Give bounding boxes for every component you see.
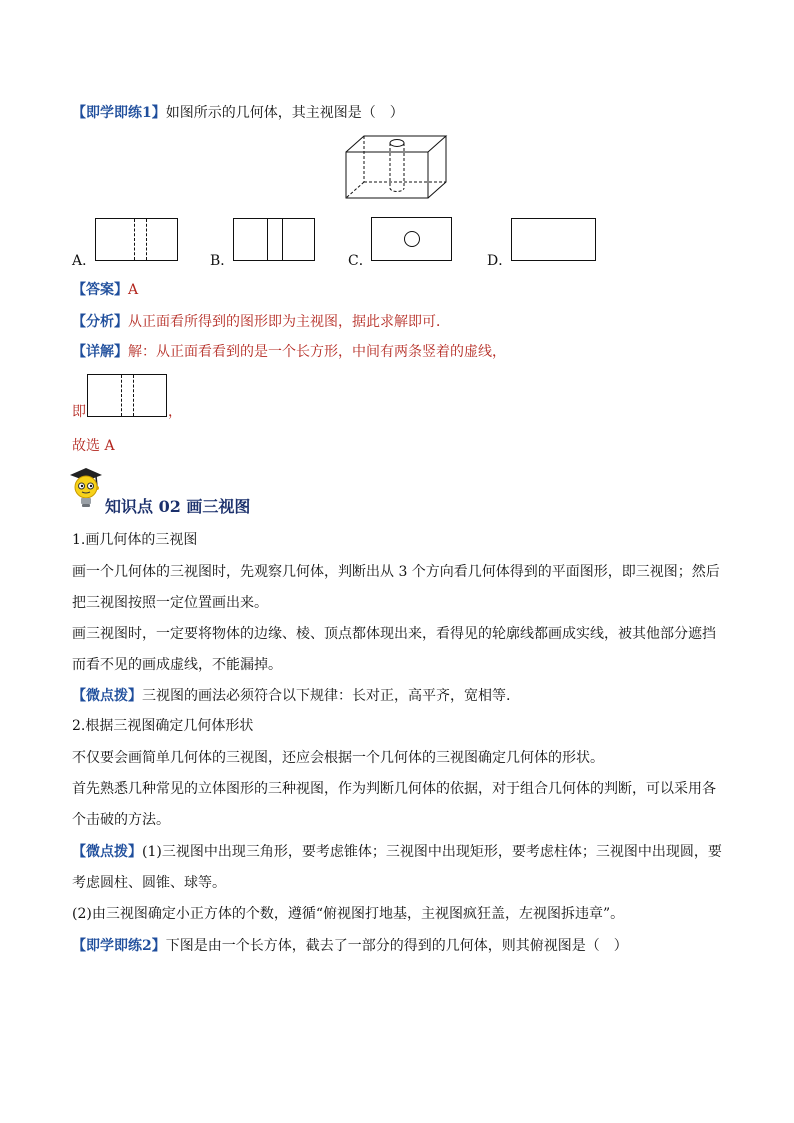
- question-1-text: 如图所示的几何体，其主视图是（ ）: [165, 105, 404, 121]
- option-c-label: C．: [348, 253, 373, 269]
- solid-line: [282, 219, 283, 260]
- section-1-paragraph-2b: 而看不见的画成虚线，不能漏掉。: [72, 657, 282, 673]
- analysis-text: 从正面看所得到的图形即为主视图，据此求解即可．: [128, 314, 450, 330]
- detail-ji: 即: [72, 404, 86, 420]
- circle-shape: [404, 231, 420, 247]
- section-2-tip-1a: [72, 842, 722, 862]
- answer-text: A: [128, 282, 139, 298]
- dashed-line: [134, 219, 135, 260]
- option-c-figure[interactable]: [371, 217, 452, 261]
- option-b-label: B．: [210, 253, 235, 269]
- detail: [72, 342, 506, 362]
- detail-figure: [87, 374, 167, 417]
- solid-line: [267, 219, 268, 260]
- section-2-paragraph-2a: 首先熟悉几种常见的立体图形的三种视图，作为判断几何体的依据，对于组合几何体的判断，可以采用各: [72, 781, 716, 797]
- section-1-paragraph-1b: 把三视图按照一定位置画出来。: [72, 595, 268, 611]
- section-2-tip-2: (2)由三视图确定小正方体的个数，遵循“俯视图打地基，主视图疯狂盖，左视图拆违章”。: [72, 906, 625, 922]
- answer: [72, 280, 138, 300]
- detail-choose: 故选 A: [72, 438, 115, 454]
- option-d-label: D．: [487, 253, 513, 269]
- option-b-figure[interactable]: [233, 218, 315, 261]
- tip-text: (1)三视图中出现三角形，要考虑锥体；三视图中出现矩形，要考虑柱体；三视图中出现圆，要: [142, 844, 722, 860]
- section-1-title: 1.画几何体的三视图: [72, 532, 198, 548]
- question-2-tag: 【即学即练2】: [72, 938, 166, 954]
- dashed-line: [121, 375, 122, 416]
- scholar-lightbulb-icon: [66, 465, 106, 509]
- tip-text: 三视图的画法必须符合以下规律：长对正，高平齐，宽相等.: [142, 688, 511, 704]
- section-2-paragraph-1: 不仅要会画简单几何体的三视图，还应会根据一个几何体的三视图确定几何体的形状。: [72, 750, 604, 766]
- detail-text: 解：从正面看看到的是一个长方形，中间有两条竖着的虚线，: [128, 344, 506, 360]
- section-1-tip: [72, 686, 510, 706]
- section-2-title: 2.根据三视图确定几何体形状: [72, 718, 254, 734]
- option-a-label: A．: [72, 253, 97, 269]
- detail-tag: 【详解】: [72, 344, 128, 360]
- knowledge-point-title: 知识点 02 画三视图: [105, 497, 251, 516]
- answer-tag: 【答案】: [72, 282, 128, 298]
- section-1-paragraph-1a: 画一个几何体的三视图时，先观察几何体，判断出从 3 个方向看几何体得到的平面图形，即三视图；然后: [72, 564, 720, 580]
- analysis: [72, 312, 450, 332]
- solid-figure: [340, 130, 450, 202]
- question-1: [72, 103, 404, 123]
- option-d-figure[interactable]: [511, 218, 596, 261]
- section-1-paragraph-2a: 画三视图时，一定要将物体的边缘、棱、顶点都体现出来，看得见的轮廓线都画成实线，被其他部分遮挡: [72, 626, 716, 642]
- dashed-line: [146, 219, 147, 260]
- question-2-text: 下图是由一个长方体，截去了一部分的得到的几何体，则其俯视图是（ ）: [165, 938, 628, 954]
- question-1-tag: 【即学即练1】: [72, 105, 166, 121]
- tip-tag: 【微点拨】: [72, 688, 142, 704]
- analysis-tag: 【分析】: [72, 314, 128, 330]
- tip-tag: 【微点拨】: [72, 844, 142, 860]
- section-2-paragraph-2b: 个击破的方法。: [72, 812, 170, 828]
- option-a-figure[interactable]: [95, 218, 178, 261]
- section-2-tip-1b: 考虑圆柱、圆锥、球等。: [72, 875, 226, 891]
- dashed-line: [133, 375, 134, 416]
- question-2: [72, 936, 628, 956]
- detail-comma: ，: [168, 404, 182, 420]
